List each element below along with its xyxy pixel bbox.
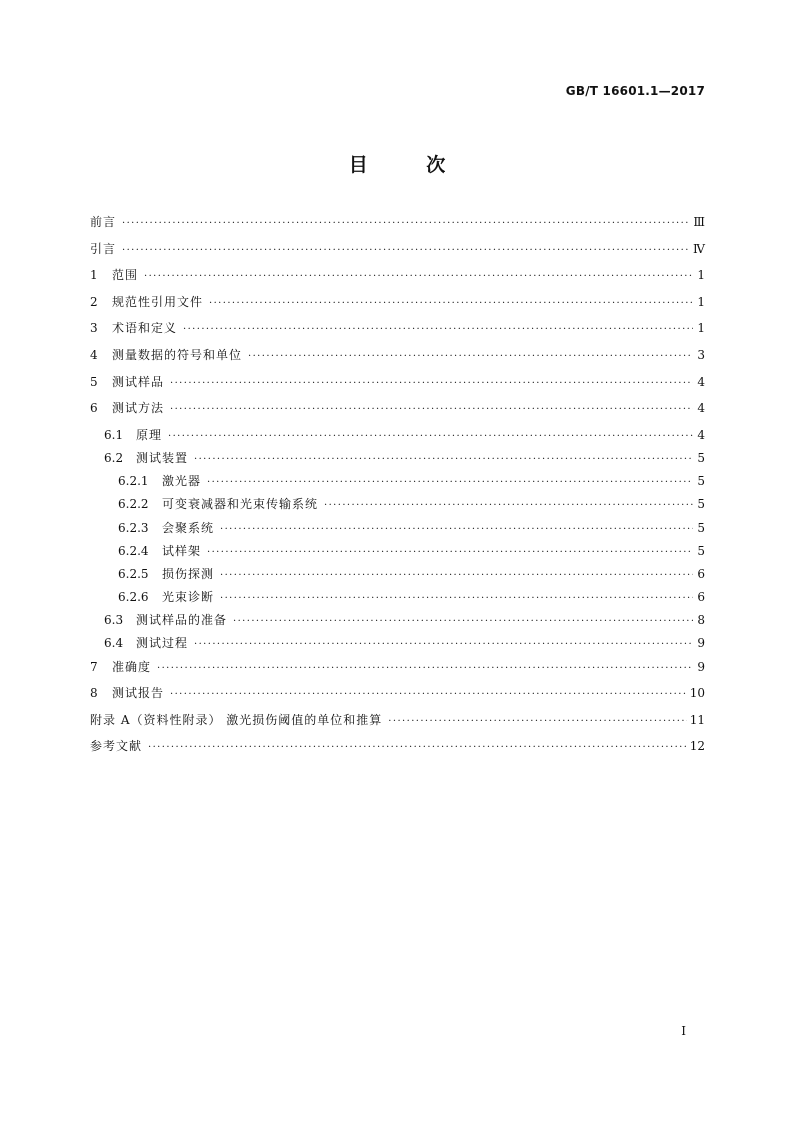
toc-entry-page: 9	[697, 659, 705, 674]
toc-entry-number: 6.2.2	[118, 497, 149, 512]
dot-leader	[233, 615, 693, 629]
toc-entry-label: 前言	[90, 215, 117, 229]
toc-entry-label: 会聚系统	[162, 520, 215, 535]
toc-entry-number: 6	[90, 401, 98, 416]
toc-entry-6-2-5[interactable]	[90, 567, 705, 583]
toc-entry-2[interactable]	[90, 295, 705, 311]
toc-entry-number: 1	[90, 268, 98, 283]
toc-entry-number: 7	[90, 659, 98, 674]
dot-leader	[248, 350, 693, 364]
toc-entry-label: 测试装置	[136, 450, 189, 465]
toc-entry-4[interactable]	[90, 348, 705, 364]
toc-entry-label: 测量数据的符号和单位	[112, 347, 243, 362]
toc-entry-number: 4	[90, 347, 98, 362]
toc-entry-label: 准确度	[112, 659, 152, 674]
toc-entry-annex-a[interactable]	[90, 713, 705, 729]
dot-leader	[183, 323, 693, 337]
dot-leader	[220, 523, 693, 537]
dot-leader	[207, 476, 693, 490]
toc-entry-label: 参考文献	[90, 739, 143, 754]
toc-entry-preface[interactable]	[90, 215, 705, 231]
toc-entry-page: 3	[697, 347, 705, 362]
toc-entry-6-4[interactable]	[90, 636, 705, 652]
toc-entry-6-1[interactable]	[90, 428, 705, 444]
dot-leader	[194, 453, 693, 467]
toc-entry-7[interactable]	[90, 660, 705, 676]
dot-leader	[144, 270, 693, 284]
toc-entry-label: 光束诊断	[162, 590, 215, 605]
toc-entry-bibliography[interactable]	[90, 739, 705, 755]
dot-leader	[209, 297, 693, 311]
toc-entry-5[interactable]	[90, 375, 705, 391]
toc-entry-page: 6	[697, 590, 705, 605]
dot-leader	[220, 592, 693, 606]
toc-entry-page: 1	[697, 321, 705, 336]
toc-entry-page: 5	[697, 450, 705, 465]
toc-entry-label: 试样架	[162, 543, 202, 558]
toc-entry-label: 激光器	[162, 474, 202, 489]
toc-entry-number: 5	[90, 374, 98, 389]
dot-leader	[170, 403, 693, 417]
toc-entry-label: 测试样品	[112, 374, 165, 389]
toc-entry-label: 附录 A（资料性附录） 激光损伤阈值的单位和推算	[90, 712, 383, 727]
toc-entry-label: 规范性引用文件	[112, 294, 204, 309]
standard-number: GB/T 16601.1—2017	[565, 84, 705, 98]
toc-entry-number: 6.2.3	[118, 520, 149, 535]
toc-entry-6-2-3[interactable]	[90, 521, 705, 537]
toc-entry-page: 5	[697, 497, 705, 512]
toc-entry-page: 5	[697, 520, 705, 535]
toc-entry-page: 5	[697, 474, 705, 489]
toc-entry-label: 测试过程	[136, 636, 189, 651]
toc-entry-page: 11	[689, 712, 705, 727]
dot-leader	[220, 569, 693, 583]
toc-entry-number: 6.1	[104, 427, 124, 442]
toc-entry-page: 6	[697, 566, 705, 581]
toc-entry-number: 6.3	[104, 613, 124, 628]
dot-leader	[324, 499, 693, 513]
toc-entry-label: 测试方法	[112, 401, 165, 416]
page-number: I	[681, 1024, 686, 1038]
toc-entry-number: 6.2.6	[118, 590, 149, 605]
toc-entry-label: 损伤探测	[162, 566, 215, 581]
toc-entry-6-3[interactable]	[90, 613, 705, 629]
toc-entry-page: Ⅲ	[693, 215, 705, 229]
dot-leader	[194, 638, 693, 652]
dot-leader	[170, 377, 693, 391]
toc-entry-page: 4	[697, 374, 705, 389]
toc-entry-label: 原理	[136, 427, 163, 442]
toc-entry-page: 4	[697, 427, 705, 442]
toc-entry-label: 范围	[112, 268, 139, 283]
toc-entry-number: 3	[90, 321, 98, 336]
dot-leader	[207, 546, 693, 560]
toc-entry-number: 6.2.4	[118, 543, 149, 558]
toc-entry-page: 5	[697, 543, 705, 558]
toc-entry-6-2[interactable]	[90, 451, 705, 467]
toc-entry-label: 可变衰减器和光束传输系统	[162, 497, 319, 512]
toc-entry-3[interactable]	[90, 321, 705, 337]
toc-entry-6[interactable]	[90, 401, 705, 417]
toc-entry-introduction[interactable]	[90, 242, 705, 258]
dot-leader	[157, 662, 693, 676]
page-title: 目 次	[348, 154, 472, 176]
table-of-contents	[90, 215, 705, 766]
dot-leader	[388, 715, 686, 729]
toc-entry-number: 6.4	[104, 636, 124, 651]
dot-leader	[122, 217, 690, 231]
toc-entry-8[interactable]	[90, 686, 705, 702]
toc-entry-label: 测试样品的准备	[136, 613, 228, 628]
toc-entry-6-2-1[interactable]	[90, 474, 705, 490]
toc-entry-label: 引言	[90, 241, 117, 256]
toc-entry-6-2-6[interactable]	[90, 590, 705, 606]
toc-entry-number: 6.2	[104, 450, 124, 465]
toc-entry-page: 12	[689, 739, 705, 754]
dot-leader	[170, 688, 687, 702]
toc-entry-6-2-2[interactable]	[90, 497, 705, 513]
toc-entry-page: 1	[697, 294, 705, 309]
toc-entry-page: 10	[689, 686, 705, 701]
toc-entry-number: 6.2.5	[118, 566, 149, 581]
toc-entry-label: 术语和定义	[112, 321, 178, 336]
dot-leader	[122, 244, 690, 258]
toc-entry-6-2-4[interactable]	[90, 544, 705, 560]
toc-entry-page: 8	[697, 613, 705, 628]
toc-entry-page: Ⅳ	[693, 241, 705, 256]
toc-entry-page: 1	[697, 268, 705, 283]
toc-entry-number: 6.2.1	[118, 474, 149, 489]
toc-entry-page: 4	[697, 401, 705, 416]
dot-leader	[148, 741, 687, 755]
toc-entry-number: 8	[90, 686, 98, 701]
dot-leader	[168, 430, 693, 444]
toc-entry-1[interactable]	[90, 268, 705, 284]
toc-entry-page: 9	[697, 636, 705, 651]
toc-entry-number: 2	[90, 294, 98, 309]
toc-entry-label: 测试报告	[112, 686, 165, 701]
